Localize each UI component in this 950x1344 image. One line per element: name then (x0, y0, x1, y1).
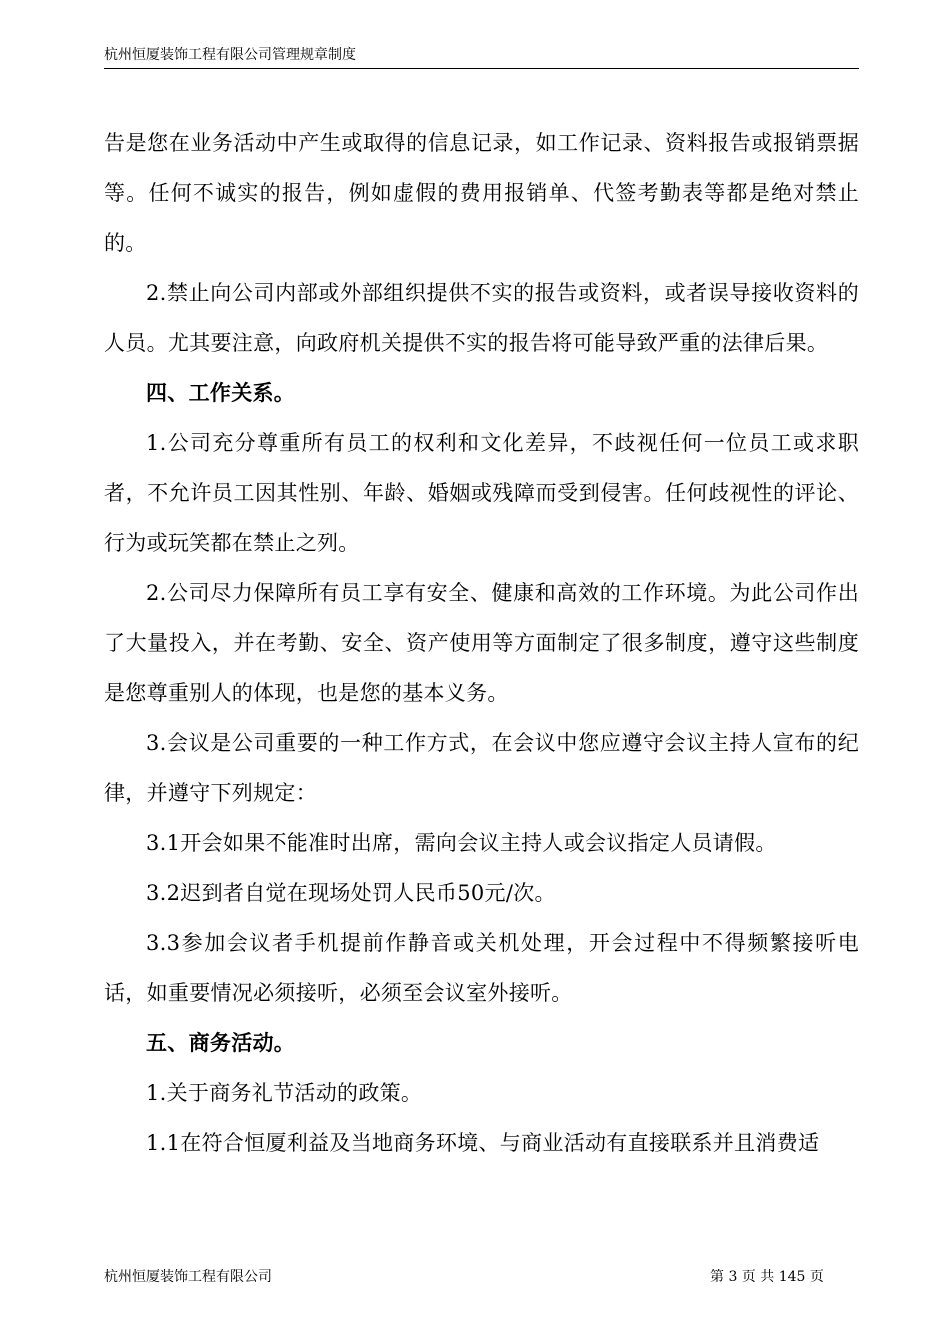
paragraph-item: 1.公司充分尊重所有员工的权利和文化差异，不歧视任何一位员工或求职者，不允许员工因其性别、年龄、婚姻或残障而受到侵害。任何歧视性的评论、行为或玩笑都在禁止之列。 (104, 431, 859, 555)
page-header (104, 46, 859, 69)
paragraph-item: 3.2迟到者自觉在现场处罚人民币50元/次。 (146, 881, 556, 905)
paragraph-continuation: 告是您在业务活动中产生或取得的信息记录，如工作记录、资料报告或报销票据等。任何不诚实的报告，例如虚假的费用报销单、代签考勤表等都是绝对禁止的。 (104, 131, 859, 255)
paragraph-item: 2.禁止向公司内部或外部组织提供不实的报告或资料，或者误导接收资料的人员。尤其要注意，向政府机关提供不实的报告将可能导致严重的法律后果。 (104, 281, 859, 355)
section-heading: 五、商务活动。 (146, 1031, 296, 1055)
header-title: 杭州恒厦装饰工程有限公司管理规章制度 (104, 47, 356, 63)
footer-page-number: 第 3 页 共 145 页 (710, 1269, 824, 1285)
paragraph-item: 3.3参加会议者手机提前作静音或关机处理，开会过程中不得频繁接听电话，如重要情况必须接听，必须至会议室外接听。 (104, 931, 859, 1005)
paragraph-item: 3.1开会如果不能准时出席，需向会议主持人或会议指定人员请假。 (146, 831, 777, 855)
footer-company: 杭州恒厦装饰工程有限公司 (104, 1269, 272, 1285)
paragraph-item: 1.1在符合恒厦利益及当地商务环境、与商业活动有直接联系并且消费适 (146, 1131, 820, 1155)
section-heading: 四、工作关系。 (146, 381, 296, 405)
document-body (104, 118, 859, 1168)
paragraph-item: 1.关于商务礼节活动的政策。 (146, 1081, 423, 1105)
paragraph-item: 2.公司尽力保障所有员工享有安全、健康和高效的工作环境。为此公司作出了大量投入，并在考勤、安全、资产使用等方面制定了很多制度，遵守这些制度是您尊重别人的体现，也是您的基本义务。 (104, 581, 859, 705)
paragraph-item: 3.会议是公司重要的一种工作方式，在会议中您应遵守会议主持人宣布的纪律，并遵守下列规定： (104, 731, 859, 805)
